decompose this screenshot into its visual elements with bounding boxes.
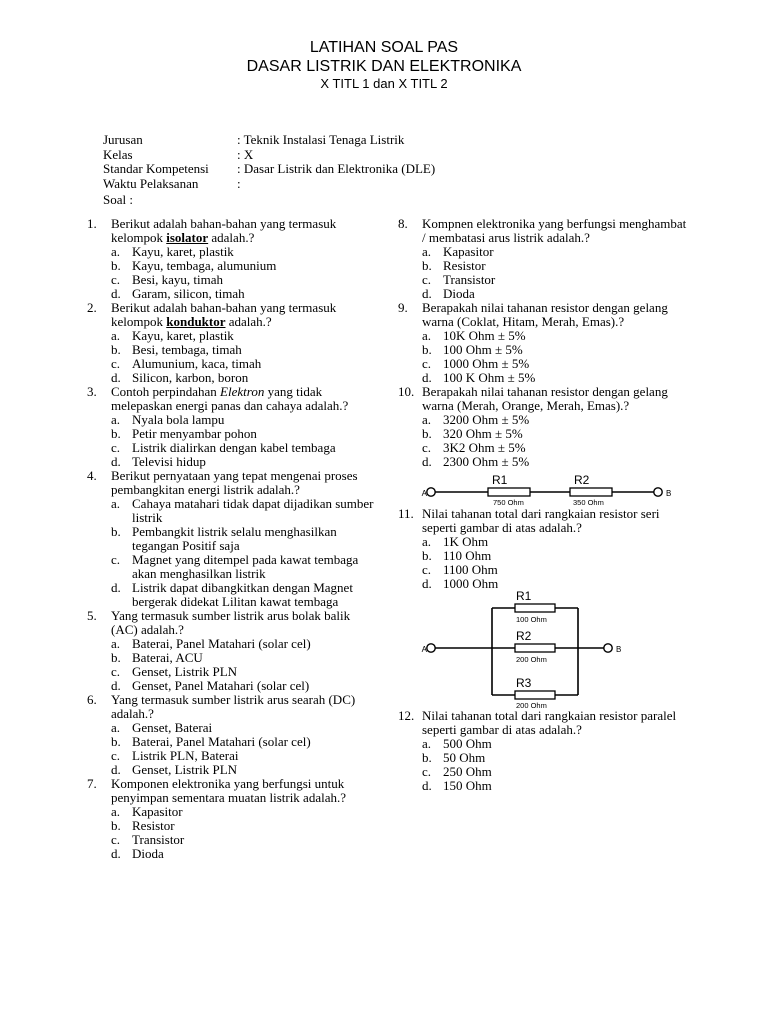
answer-option xyxy=(422,737,688,751)
answer-option xyxy=(111,679,377,693)
option-letter: c. xyxy=(111,748,121,763)
option-letter: d. xyxy=(422,778,432,793)
question-text-pre: Contoh perpindahan xyxy=(111,384,221,399)
option-letter: a. xyxy=(111,412,121,427)
answer-option xyxy=(111,735,377,749)
option-text: Listrik dapat dibangkitkan dengan Magnet bergerak didekat Lilitan kawat tembaga xyxy=(132,580,353,609)
r1-value: 750 Ohm xyxy=(493,498,524,507)
resistor-r3 xyxy=(515,691,555,699)
option-text: Baterai, Panel Matahari (solar cel) xyxy=(132,734,311,749)
question-11 xyxy=(398,507,688,591)
resistor-r1 xyxy=(515,604,555,612)
option-letter: a. xyxy=(111,328,121,343)
resistor-r1 xyxy=(488,488,530,496)
question-number: 6. xyxy=(87,692,97,707)
question-12 xyxy=(398,709,688,793)
answer-option xyxy=(111,427,377,441)
question-column-left xyxy=(87,217,377,861)
question-stem xyxy=(398,217,688,245)
option-letter: c. xyxy=(422,440,432,455)
answer-option xyxy=(111,637,377,651)
option-text: Dioda xyxy=(443,286,475,301)
option-text: 2300 Ohm ± 5% xyxy=(443,454,530,469)
question-number: 2. xyxy=(87,300,97,315)
question-text-post: yang tidak melepaskan energi panas dan cahaya adalah.? xyxy=(111,384,349,413)
option-text: Petir menyambar pohon xyxy=(132,426,257,441)
option-text: 10K Ohm ± 5% xyxy=(443,328,526,343)
question-text: Berapakah nilai tahanan resistor dengan gelang warna (Merah, Orange, Merah, Emas).? xyxy=(422,384,668,413)
option-text: Dioda xyxy=(132,846,164,861)
option-letter: d. xyxy=(422,370,432,385)
option-text: Genset, Panel Matahari (solar cel) xyxy=(132,678,310,693)
question-stem xyxy=(87,609,377,637)
question-7 xyxy=(87,777,377,861)
answer-option xyxy=(111,357,377,371)
soal-label: Soal : xyxy=(103,192,133,207)
question-keyword: konduktor xyxy=(166,314,226,329)
option-text: Kayu, karet, plastik xyxy=(132,328,234,343)
question-text: Berikut pernyataan yang tepat mengenai proses pembangkitan energi listrik adalah.? xyxy=(111,468,358,497)
answer-option xyxy=(111,287,377,301)
option-letter: d. xyxy=(422,286,432,301)
option-text: Listrik dialirkan dengan kabel tembaga xyxy=(132,440,336,455)
option-letter: b. xyxy=(422,750,432,765)
answer-option xyxy=(111,805,377,819)
option-letter: a. xyxy=(422,534,432,549)
option-text: 100 Ohm ± 5% xyxy=(443,342,523,357)
option-letter: b. xyxy=(111,818,121,833)
question-text-pre: Berikut adalah bahan-bahan yang termasuk kelompok xyxy=(111,300,337,329)
question-stem xyxy=(398,385,688,413)
answer-option xyxy=(111,833,377,847)
question-6 xyxy=(87,693,377,777)
option-text: 1K Ohm xyxy=(443,534,489,549)
answer-option xyxy=(111,245,377,259)
answer-option xyxy=(422,287,688,301)
option-letter: a. xyxy=(422,244,432,259)
question-number: 8. xyxy=(398,216,408,231)
option-text: Televisi hidup xyxy=(132,454,206,469)
answer-option xyxy=(422,549,688,563)
info-row xyxy=(103,162,435,177)
answer-option xyxy=(422,455,688,469)
terminal-b-label: B xyxy=(666,489,672,498)
question-text xyxy=(111,217,377,245)
option-text: Genset, Baterai xyxy=(132,720,213,735)
option-text: Cahaya matahari tidak dapat dijadikan sumber listrik xyxy=(132,496,374,525)
option-text: 500 Ohm xyxy=(443,736,492,751)
option-text: Resistor xyxy=(132,818,175,833)
answer-option xyxy=(422,273,688,287)
answer-option xyxy=(422,779,688,793)
option-letter: d. xyxy=(111,286,121,301)
option-text: Pembangkit listrik selalu menghasilkan tegangan Positif saja xyxy=(132,524,337,553)
question-number: 4. xyxy=(87,468,97,483)
terminal-b-label: B xyxy=(616,645,622,654)
question-number: 11. xyxy=(398,506,414,521)
answer-option xyxy=(111,665,377,679)
terminal-a-label: A xyxy=(421,645,427,654)
answer-option xyxy=(111,329,377,343)
option-letter: d. xyxy=(111,580,121,595)
r2-value: 350 Ohm xyxy=(573,498,604,507)
option-text: Baterai, Panel Matahari (solar cel) xyxy=(132,636,311,651)
answer-option xyxy=(111,441,377,455)
question-5 xyxy=(87,609,377,693)
question-text: Kompnen elektronika yang berfungsi menghambat / membatasi arus listrik adalah.? xyxy=(422,216,687,245)
question-number: 1. xyxy=(87,216,97,231)
option-letter: a. xyxy=(111,720,121,735)
option-text: Genset, Listrik PLN xyxy=(132,664,238,679)
answer-option xyxy=(111,749,377,763)
question-keyword: isolator xyxy=(166,230,209,245)
answer-option xyxy=(422,577,688,591)
option-text: Baterai, ACU xyxy=(132,650,203,665)
info-key: Kelas xyxy=(103,146,133,162)
answer-option xyxy=(111,763,377,777)
question-text: Komponen elektronika yang berfungsi untuk penyimpan sementara muatan listrik adalah.? xyxy=(111,776,346,805)
option-text: 320 Ohm ± 5% xyxy=(443,426,523,441)
option-letter: c. xyxy=(422,272,432,287)
question-number: 5. xyxy=(87,608,97,623)
option-letter: b. xyxy=(111,342,121,357)
r1-label: R1 xyxy=(516,591,532,603)
question-9 xyxy=(398,301,688,385)
answer-option xyxy=(111,343,377,357)
terminal-b xyxy=(654,488,662,496)
answer-option xyxy=(422,563,688,577)
option-letter: a. xyxy=(422,412,432,427)
answer-option xyxy=(422,245,688,259)
question-text: Yang termasuk sumber listrik arus searah (DC) adalah.? xyxy=(111,692,356,721)
answer-option xyxy=(111,371,377,385)
option-letter: c. xyxy=(111,664,121,679)
option-letter: b. xyxy=(111,524,121,539)
option-letter: d. xyxy=(111,370,121,385)
option-letter: d. xyxy=(422,454,432,469)
question-11 xyxy=(398,507,688,591)
option-letter: d. xyxy=(111,762,121,777)
option-text: Genset, Listrik PLN xyxy=(132,762,238,777)
option-text: Kayu, tembaga, alumunium xyxy=(132,258,277,273)
question-number: 12. xyxy=(398,708,415,723)
resistor-r2 xyxy=(570,488,612,496)
answer-option xyxy=(111,525,377,553)
answer-option xyxy=(422,413,688,427)
answer-option xyxy=(111,847,377,861)
question-keyword: Elektron xyxy=(220,384,265,399)
info-key: Waktu Pelaksanan xyxy=(103,175,199,191)
page-classes: X TITL 1 dan X TITL 2 xyxy=(320,76,448,91)
answer-option xyxy=(111,455,377,469)
question-12 xyxy=(398,709,688,793)
r2-value: 200 Ohm xyxy=(516,655,547,664)
option-text: 1000 Ohm ± 5% xyxy=(443,356,530,371)
option-letter: d. xyxy=(111,678,121,693)
option-text: 110 Ohm xyxy=(443,548,492,563)
info-value: : Dasar Listrik dan Elektronika (DLE) xyxy=(237,161,436,176)
info-value: : X xyxy=(237,146,254,162)
question-number: 9. xyxy=(398,300,408,315)
answer-option xyxy=(111,819,377,833)
page-subject: DASAR LISTRIK DAN ELEKTRONIKA xyxy=(246,58,522,75)
option-letter: c. xyxy=(111,552,121,567)
option-text: Transistor xyxy=(132,832,185,847)
question-number: 7. xyxy=(87,776,97,791)
option-text: 150 Ohm xyxy=(443,778,492,793)
option-letter: b. xyxy=(111,650,121,665)
option-letter: d. xyxy=(422,576,432,591)
answer-option xyxy=(422,329,688,343)
option-text: Kapasitor xyxy=(132,804,183,819)
answer-option xyxy=(422,371,688,385)
option-text: Magnet yang ditempel pada kawat tembaga akan menghasilkan listrik xyxy=(132,552,359,581)
question-stem xyxy=(87,217,377,245)
question-number: 3. xyxy=(87,384,97,399)
question-text xyxy=(111,301,377,329)
terminal-b xyxy=(604,644,612,652)
answer-option xyxy=(111,413,377,427)
option-letter: c. xyxy=(422,562,432,577)
question-text: Nilai tahanan total dari rangkaian resistor seri seperti gambar di atas adalah.? xyxy=(422,506,660,535)
option-text: Garam, silicon, timah xyxy=(132,286,245,301)
parallel-circuit-diagram xyxy=(402,591,692,709)
terminal-a xyxy=(427,488,435,496)
option-text: 100 K Ohm ± 5% xyxy=(443,370,536,385)
question-text: Berapakah nilai tahanan resistor dengan gelang warna (Coklat, Hitam, Merah, Emas).? xyxy=(422,300,668,329)
question-stem xyxy=(398,301,688,329)
option-letter: b. xyxy=(422,548,432,563)
info-row xyxy=(103,177,435,192)
question-8 xyxy=(398,217,688,301)
answer-option xyxy=(111,581,377,609)
option-letter: a. xyxy=(422,328,432,343)
question-column-right xyxy=(398,217,688,793)
option-text: Besi, kayu, timah xyxy=(132,272,223,287)
resistor-r2 xyxy=(515,644,555,652)
option-text: 250 Ohm xyxy=(443,764,492,779)
question-stem xyxy=(87,385,377,413)
question-text-post: adalah.? xyxy=(208,230,255,245)
answer-option xyxy=(422,427,688,441)
question-2 xyxy=(87,301,377,385)
r2-label: R2 xyxy=(574,473,590,487)
answer-option xyxy=(422,765,688,779)
option-letter: b. xyxy=(111,426,121,441)
option-text: Kayu, karet, plastik xyxy=(132,244,234,259)
info-key: Standar Kompetensi xyxy=(103,161,209,176)
answer-option xyxy=(422,441,688,455)
question-3 xyxy=(87,385,377,469)
option-letter: b. xyxy=(111,734,121,749)
option-letter: a. xyxy=(111,804,121,819)
question-10 xyxy=(398,385,688,469)
option-letter: c. xyxy=(111,832,121,847)
answer-option xyxy=(422,357,688,371)
option-letter: d. xyxy=(111,846,121,861)
question-stem xyxy=(87,693,377,721)
option-letter: c. xyxy=(111,272,121,287)
question-number: 10. xyxy=(398,384,415,399)
option-text: 3K2 Ohm ± 5% xyxy=(443,440,526,455)
r1-label: R1 xyxy=(492,473,508,487)
option-text: Nyala bola lampu xyxy=(132,412,225,427)
question-stem xyxy=(87,301,377,329)
option-letter: c. xyxy=(422,764,432,779)
question-text-pre: Berikut adalah bahan-bahan yang termasuk kelompok xyxy=(111,216,337,245)
question-stem xyxy=(87,469,377,497)
option-text: Silicon, karbon, boron xyxy=(132,370,249,385)
answer-option xyxy=(111,497,377,525)
answer-option xyxy=(111,553,377,581)
info-row xyxy=(103,133,435,148)
option-letter: a. xyxy=(422,736,432,751)
info-value: : xyxy=(237,175,241,191)
terminal-a-label: A xyxy=(421,489,427,498)
answer-option xyxy=(111,259,377,273)
option-text: Besi, tembaga, timah xyxy=(132,342,242,357)
info-row xyxy=(103,148,435,163)
terminal-a xyxy=(427,644,435,652)
option-letter: a. xyxy=(111,496,121,511)
option-letter: b. xyxy=(422,426,432,441)
option-text: Resistor xyxy=(443,258,486,273)
question-text-post: adalah.? xyxy=(225,314,272,329)
option-text: Alumunium, kaca, timah xyxy=(132,356,262,371)
question-text: Yang termasuk sumber listrik arus bolak balik (AC) adalah.? xyxy=(111,608,351,637)
option-letter: a. xyxy=(111,636,121,651)
option-letter: d. xyxy=(111,454,121,469)
answer-option xyxy=(422,751,688,765)
option-letter: a. xyxy=(111,244,121,259)
r2-label: R2 xyxy=(516,629,532,643)
option-letter: b. xyxy=(422,342,432,357)
option-text: 1000 Ohm xyxy=(443,576,499,591)
question-stem xyxy=(398,709,688,737)
question-stem xyxy=(87,777,377,805)
info-value: : Teknik Instalasi Tenaga Listrik xyxy=(237,132,405,147)
r3-label: R3 xyxy=(516,676,532,690)
series-circuit-diagram xyxy=(402,469,692,507)
question-4 xyxy=(87,469,377,609)
r3-value: 200 Ohm xyxy=(516,701,547,709)
question-stem xyxy=(398,507,688,535)
option-letter: b. xyxy=(422,258,432,273)
answer-option xyxy=(111,651,377,665)
questions-8-10 xyxy=(398,217,688,469)
option-text: 1100 Ohm xyxy=(443,562,498,577)
answer-option xyxy=(422,535,688,549)
option-letter: c. xyxy=(111,356,121,371)
page-title: LATIHAN SOAL PAS xyxy=(309,39,459,56)
option-text: Listrik PLN, Baterai xyxy=(132,748,239,763)
question-text: Nilai tahanan total dari rangkaian resistor paralel seperti gambar di atas adalah.? xyxy=(422,708,677,737)
answer-option xyxy=(422,259,688,273)
question-1 xyxy=(87,217,377,301)
document-header xyxy=(0,38,768,92)
option-letter: b. xyxy=(111,258,121,273)
option-letter: c. xyxy=(111,440,121,455)
info-key: Jurusan xyxy=(103,132,143,147)
option-text: 3200 Ohm ± 5% xyxy=(443,412,530,427)
r1-value: 100 Ohm xyxy=(516,615,547,624)
option-text: Kapasitor xyxy=(443,244,494,259)
option-text: Transistor xyxy=(443,272,496,287)
answer-option xyxy=(111,721,377,735)
option-text: 50 Ohm xyxy=(443,750,486,765)
answer-option xyxy=(422,343,688,357)
question-text xyxy=(111,385,377,413)
info-block xyxy=(103,133,435,191)
option-letter: c. xyxy=(422,356,432,371)
answer-option xyxy=(111,273,377,287)
